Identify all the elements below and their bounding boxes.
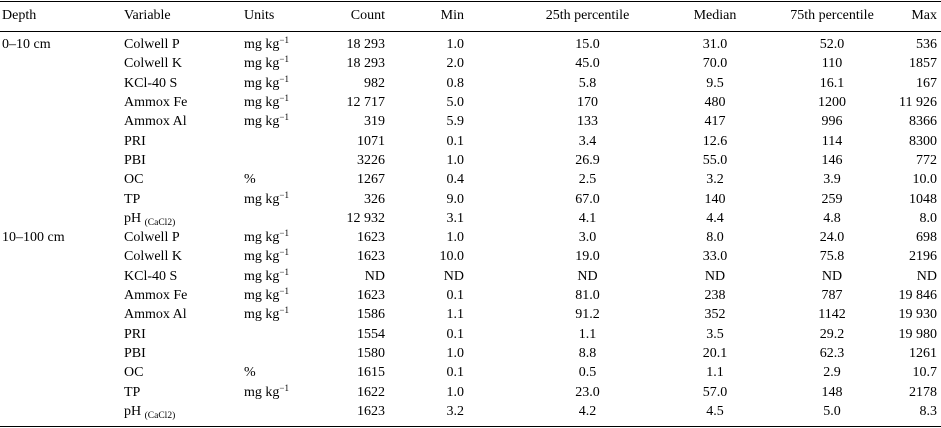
p75-value: 4.8 [823, 211, 841, 227]
unit-superscript: −1 [279, 382, 289, 393]
median-value: 140 [704, 191, 726, 207]
min-value: 1.0 [446, 153, 464, 169]
depth-label: 10–100 cm [2, 230, 65, 245]
max-value: 698 [916, 230, 937, 245]
variable-name: Ammox Fe [124, 288, 188, 304]
median-value: 57.0 [702, 384, 728, 400]
unit-text: % [244, 365, 256, 381]
unit-cell [244, 285, 289, 306]
median-value: 55.0 [702, 153, 728, 169]
max-value: 8366 [909, 114, 937, 130]
variable-subscript: (CaCl2) [144, 218, 176, 229]
p25-value: 45.0 [575, 56, 600, 72]
median-value: 352 [704, 307, 726, 323]
table-row [0, 208, 941, 229]
median-value: 3.2 [706, 172, 724, 188]
p75-value: 29.2 [819, 326, 845, 342]
max-value: ND [916, 268, 937, 284]
count-value: 18 293 [346, 37, 385, 52]
unit-cell [244, 189, 289, 210]
variable-cell [124, 285, 187, 306]
header-depth: Depth [2, 8, 37, 23]
variable-cell [124, 324, 146, 345]
header-75th-percentile: 75th percentile [790, 8, 874, 23]
max-value: 8.0 [919, 211, 937, 227]
variable-name: TP [124, 191, 141, 207]
min-value: 10.0 [439, 249, 464, 265]
min-value: 1.0 [446, 230, 464, 245]
variable-name: pH [124, 211, 142, 227]
min-value: 1.0 [446, 37, 464, 52]
variable-name: PRI [124, 326, 146, 342]
max-value: 2196 [909, 249, 937, 265]
table-row [0, 304, 941, 325]
count-value: 1623 [357, 249, 385, 265]
min-value: 0.1 [446, 326, 464, 342]
max-value: 8300 [909, 133, 937, 149]
median-value: 480 [704, 95, 726, 111]
table-row [0, 362, 941, 383]
table-row [0, 189, 941, 210]
unit-text: mg kg [244, 288, 280, 304]
variable-name: Ammox Fe [124, 95, 188, 111]
unit-cell [244, 53, 289, 74]
p75-value: 3.9 [823, 172, 841, 188]
variable-cell [124, 343, 146, 364]
unit-superscript: −1 [279, 93, 289, 104]
unit-superscript: −1 [279, 54, 289, 65]
variable-cell [124, 362, 143, 383]
count-value: 1622 [357, 384, 385, 400]
p75-value: 996 [821, 114, 843, 130]
header-25th-percentile: 25th percentile [545, 8, 630, 23]
count-value: 18 293 [346, 56, 385, 72]
variable-name: Colwell K [124, 56, 182, 72]
max-value: 19 980 [898, 326, 937, 342]
p75-value: 114 [821, 133, 843, 149]
table-row [0, 53, 941, 74]
unit-cell [244, 227, 289, 248]
median-value: 31.0 [702, 37, 728, 52]
unit-cell [244, 111, 289, 132]
min-value: 3.1 [446, 211, 464, 227]
variable-name: Colwell P [124, 37, 180, 52]
p75-value: 259 [821, 191, 843, 207]
header-median: Median [693, 8, 737, 23]
p25-value: 3.0 [578, 230, 597, 245]
count-value: 1623 [357, 288, 385, 304]
table-header-row [0, 5, 941, 26]
variable-cell [124, 34, 180, 55]
header-variable: Variable [124, 8, 171, 23]
max-value: 11 926 [899, 95, 937, 111]
variable-name: pH [124, 404, 142, 420]
p25-value: 0.5 [578, 365, 597, 381]
median-value: 417 [704, 114, 726, 130]
variable-name: PBI [124, 346, 146, 362]
max-value: 772 [916, 153, 937, 169]
table-row [0, 285, 941, 306]
median-value: 9.5 [706, 75, 724, 91]
p75-value: 52.0 [819, 37, 845, 52]
p25-value: 8.8 [578, 346, 597, 362]
p25-value: 19.0 [575, 249, 600, 265]
variable-name: KCl-40 S [124, 75, 178, 91]
table-row [0, 111, 941, 132]
variable-name: PBI [124, 153, 146, 169]
p25-value: 67.0 [575, 191, 600, 207]
variable-cell [124, 150, 146, 171]
min-value: 0.8 [446, 75, 464, 91]
unit-superscript: −1 [279, 189, 289, 200]
variable-subscript: (CaCl2) [144, 411, 176, 422]
unit-superscript: −1 [279, 35, 289, 45]
count-value: 12 717 [346, 95, 385, 111]
p25-value: 81.0 [575, 288, 600, 304]
max-value: 19 846 [898, 288, 937, 304]
min-value: 2.0 [446, 56, 464, 72]
unit-text: mg kg [244, 384, 280, 400]
count-value: 1623 [357, 404, 385, 420]
p75-value: 1200 [818, 95, 846, 111]
count-value: 982 [364, 75, 385, 91]
p75-value: 24.0 [819, 230, 845, 245]
table-row [0, 266, 941, 287]
min-value: 0.1 [446, 133, 464, 149]
count-value: 1615 [357, 365, 385, 381]
table-top-rule [0, 1, 941, 2]
header-units: Units [244, 8, 275, 23]
variable-name: OC [124, 365, 144, 381]
variable-cell [124, 189, 140, 210]
count-value: 1554 [357, 326, 385, 342]
median-value: 8.0 [706, 230, 724, 245]
median-value: 238 [704, 288, 726, 304]
min-value: ND [443, 268, 464, 284]
header-max: Max [911, 8, 937, 23]
p25-value: 15.0 [575, 37, 600, 52]
max-value: 1261 [909, 346, 937, 362]
p25-value: 4.2 [578, 404, 597, 420]
count-value: 1586 [357, 307, 385, 323]
max-value: 19 930 [898, 307, 937, 323]
p75-value: 146 [821, 153, 843, 169]
variable-cell [124, 131, 146, 152]
unit-cell [244, 92, 289, 113]
min-value: 0.1 [446, 288, 464, 304]
min-value: 9.0 [446, 191, 464, 207]
table-row [0, 246, 941, 267]
table-row [0, 92, 941, 113]
unit-cell [244, 382, 289, 403]
header-min: Min [440, 8, 464, 23]
unit-text: mg kg [244, 56, 280, 72]
variable-name: PRI [124, 133, 146, 149]
count-value: 319 [364, 114, 385, 130]
variable-cell [124, 111, 187, 132]
variable-cell [124, 382, 140, 403]
unit-text: mg kg [244, 191, 280, 207]
median-value: 33.0 [702, 249, 728, 265]
p25-value: 5.8 [578, 75, 597, 91]
p75-value: 2.9 [823, 365, 841, 381]
max-value: 1048 [909, 191, 937, 207]
p25-value: 170 [577, 95, 598, 111]
count-value: 3226 [357, 153, 385, 169]
header-count: Count [350, 8, 385, 23]
depth-label: 0–10 cm [2, 37, 51, 52]
variable-name: Ammox Al [124, 307, 187, 323]
table-header-rule [0, 31, 941, 32]
unit-cell [244, 73, 289, 94]
p75-value: 16.1 [819, 75, 845, 91]
unit-superscript: −1 [279, 228, 289, 238]
variable-cell [124, 73, 177, 94]
p75-value: 148 [821, 384, 843, 400]
p25-value: 1.1 [578, 326, 597, 342]
max-value: 167 [916, 75, 937, 91]
median-value: 70.0 [702, 56, 728, 72]
min-value: 0.4 [446, 172, 464, 188]
table-row [0, 382, 941, 403]
unit-text: mg kg [244, 75, 280, 91]
min-value: 3.2 [446, 404, 464, 420]
p75-value: ND [821, 268, 843, 284]
p75-value: 5.0 [823, 404, 841, 420]
unit-cell [244, 34, 289, 55]
max-value: 2178 [909, 384, 937, 400]
count-value: ND [364, 268, 385, 284]
max-value: 8.3 [919, 404, 937, 420]
unit-superscript: −1 [279, 305, 289, 316]
median-value: ND [704, 268, 726, 284]
unit-text: mg kg [244, 37, 280, 52]
unit-cell [244, 246, 289, 267]
p75-value: 787 [821, 288, 843, 304]
variable-name: Colwell P [124, 230, 180, 245]
unit-superscript: −1 [279, 247, 289, 258]
variable-cell [124, 169, 143, 190]
unit-text: mg kg [244, 114, 280, 130]
table-row [0, 131, 941, 152]
max-value: 10.7 [912, 365, 937, 381]
table-row [0, 150, 941, 171]
min-value: 0.1 [446, 365, 464, 381]
min-value: 5.0 [446, 95, 464, 111]
unit-cell [244, 169, 256, 190]
count-value: 1267 [357, 172, 385, 188]
unit-text: % [244, 172, 256, 188]
p25-value: ND [577, 268, 598, 284]
unit-text: mg kg [244, 268, 280, 284]
variable-cell [124, 92, 187, 113]
table-row [0, 227, 941, 248]
median-value: 1.1 [706, 365, 724, 381]
variable-cell [124, 304, 187, 325]
unit-superscript: −1 [279, 286, 289, 297]
median-value: 12.6 [702, 133, 728, 149]
unit-text: mg kg [244, 230, 280, 245]
table-row [0, 34, 941, 55]
variable-cell [124, 266, 177, 287]
median-value: 3.5 [706, 326, 724, 342]
table-row [0, 324, 941, 345]
table-row [0, 343, 941, 364]
p25-value: 133 [577, 114, 598, 130]
variable-name: OC [124, 172, 144, 188]
variable-name: KCl-40 S [124, 268, 178, 284]
max-value: 10.0 [912, 172, 937, 188]
count-value: 1623 [357, 230, 385, 245]
variable-cell [124, 401, 175, 424]
table-row [0, 401, 941, 422]
p75-value: 75.8 [819, 249, 845, 265]
min-value: 1.1 [446, 307, 464, 323]
unit-text: mg kg [244, 249, 280, 265]
p75-value: 1142 [818, 307, 846, 323]
variable-cell [124, 227, 180, 248]
unit-cell [244, 266, 289, 287]
p25-value: 91.2 [575, 307, 600, 323]
max-value: 536 [916, 37, 937, 52]
median-value: 4.5 [706, 404, 724, 420]
max-value: 1857 [909, 56, 937, 72]
unit-superscript: −1 [279, 73, 289, 84]
p25-value: 26.9 [575, 153, 600, 169]
unit-text: mg kg [244, 307, 280, 323]
count-value: 1071 [357, 133, 385, 149]
unit-cell [244, 362, 256, 383]
count-value: 1580 [357, 346, 385, 362]
median-value: 20.1 [702, 346, 728, 362]
table-row [0, 169, 941, 190]
count-value: 326 [364, 191, 385, 207]
p75-value: 110 [821, 56, 843, 72]
min-value: 1.0 [446, 384, 464, 400]
count-value: 12 932 [346, 211, 385, 227]
p75-value: 62.3 [819, 346, 845, 362]
variable-cell [124, 246, 182, 267]
min-value: 1.0 [446, 346, 464, 362]
median-value: 4.4 [706, 211, 724, 227]
p25-value: 2.5 [578, 172, 597, 188]
variable-cell [124, 53, 182, 74]
variable-name: TP [124, 384, 141, 400]
p25-value: 23.0 [575, 384, 600, 400]
min-value: 5.9 [446, 114, 464, 130]
variable-name: Ammox Al [124, 114, 187, 130]
p25-value: 4.1 [578, 211, 597, 227]
unit-superscript: −1 [279, 112, 289, 123]
table-bottom-rule [0, 426, 941, 427]
unit-cell [244, 304, 289, 325]
p25-value: 3.4 [578, 133, 597, 149]
variable-name: Colwell K [124, 249, 182, 265]
unit-superscript: −1 [279, 266, 289, 277]
unit-text: mg kg [244, 95, 280, 111]
table-row [0, 73, 941, 94]
